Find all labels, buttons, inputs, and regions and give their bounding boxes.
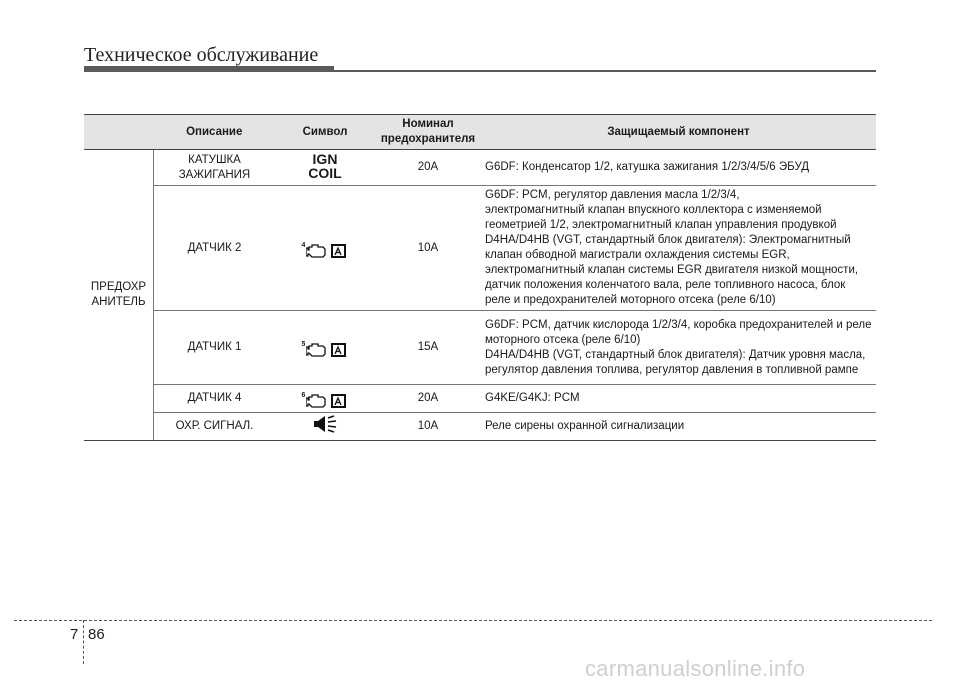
- table-row: [84, 385, 876, 413]
- fuse-component: G6DF: PCM, регулятор давления масла 1/2/3/4, электромагнитный клапан впускного коллектора с изменяемой геометрией 1/2, электромагнитный клапан управления продувкой D4HA/D4HB (VGT, стандартный блок двигателя): Электромагнитный клапан обводной магистрали охлаждения системы EGR, электромагнитный клапан системы EGR двигателя низкой мощности, датчик положения коленчатого вала, реле топливного насоса, блок реле и предохранителей моторного отсека (реле 6/10): [481, 186, 876, 311]
- fuse-table: [84, 114, 876, 441]
- table-row: [84, 413, 876, 441]
- fuse-rating: 20A: [375, 150, 481, 186]
- table-row: [84, 150, 876, 186]
- engine-check-icon: [306, 242, 348, 260]
- ign-coil-symbol: IGN COIL: [308, 151, 342, 181]
- table-row: [84, 186, 876, 311]
- fuse-symbol: [275, 413, 375, 441]
- fuse-rating: 10A: [375, 186, 481, 311]
- engine-check-icon: [306, 341, 348, 359]
- column-header-description: Описание: [154, 115, 276, 150]
- table-row: [84, 311, 876, 385]
- fuse-description: ДАТЧИК 4: [154, 385, 276, 413]
- page-title: Техническое обслуживание: [84, 44, 319, 66]
- watermark: carmanualsonline.info: [585, 656, 806, 681]
- fuse-description: ДАТЧИК 2: [154, 186, 276, 311]
- fuse-symbol: [275, 186, 375, 311]
- column-header-group: [84, 115, 154, 150]
- column-header-symbol: Символ: [275, 115, 375, 150]
- fuse-description: ОХР. СИГНАЛ.: [154, 413, 276, 441]
- fuse-description: КАТУШКА ЗАЖИГАНИЯ: [154, 150, 276, 186]
- column-header-component: Защищаемый компонент: [481, 115, 876, 150]
- group-label: ПРЕДОХР АНИТЕЛЬ: [84, 150, 154, 441]
- fuse-rating: 20A: [375, 385, 481, 413]
- fuse-component: G4KE/G4KJ: PCM: [481, 385, 876, 413]
- fuse-component: G6DF: Конденсатор 1/2, катушка зажигания 1/2/3/4/5/6 ЭБУД: [481, 150, 876, 186]
- fuse-symbol: [275, 150, 375, 186]
- fuse-symbol: [275, 311, 375, 385]
- header-rule-thick: [84, 66, 334, 72]
- header-rule-thin: [334, 70, 876, 72]
- page-number: 86: [88, 626, 105, 643]
- engine-check-icon: [306, 392, 348, 410]
- table-header-row: [84, 115, 876, 150]
- fuse-component: G6DF: PCM, датчик кислорода 1/2/3/4, коробка предохранителей и реле моторного отсека (реле 6/10) D4HA/D4HB (VGT, стандартный блок двигателя): Датчик уровня масла, регулятор давления топлива, регулятор давления в топливной рампе: [481, 311, 876, 385]
- symbol-number: 4: [301, 241, 306, 249]
- fuse-rating: 10A: [375, 413, 481, 441]
- horn-icon: [312, 415, 338, 433]
- footer-divider: [14, 620, 932, 621]
- symbol-number: 5: [301, 341, 306, 348]
- fuse-component: Реле сирены охранной сигнализации: [481, 413, 876, 441]
- column-header-rating: Номинал предохранителя: [375, 115, 481, 150]
- footer-vertical-divider: [83, 620, 84, 664]
- symbol-number: 6: [301, 392, 306, 399]
- fuse-symbol: [275, 385, 375, 413]
- chapter-number: 7: [70, 626, 79, 643]
- fuse-description: ДАТЧИК 1: [154, 311, 276, 385]
- fuse-rating: 15A: [375, 311, 481, 385]
